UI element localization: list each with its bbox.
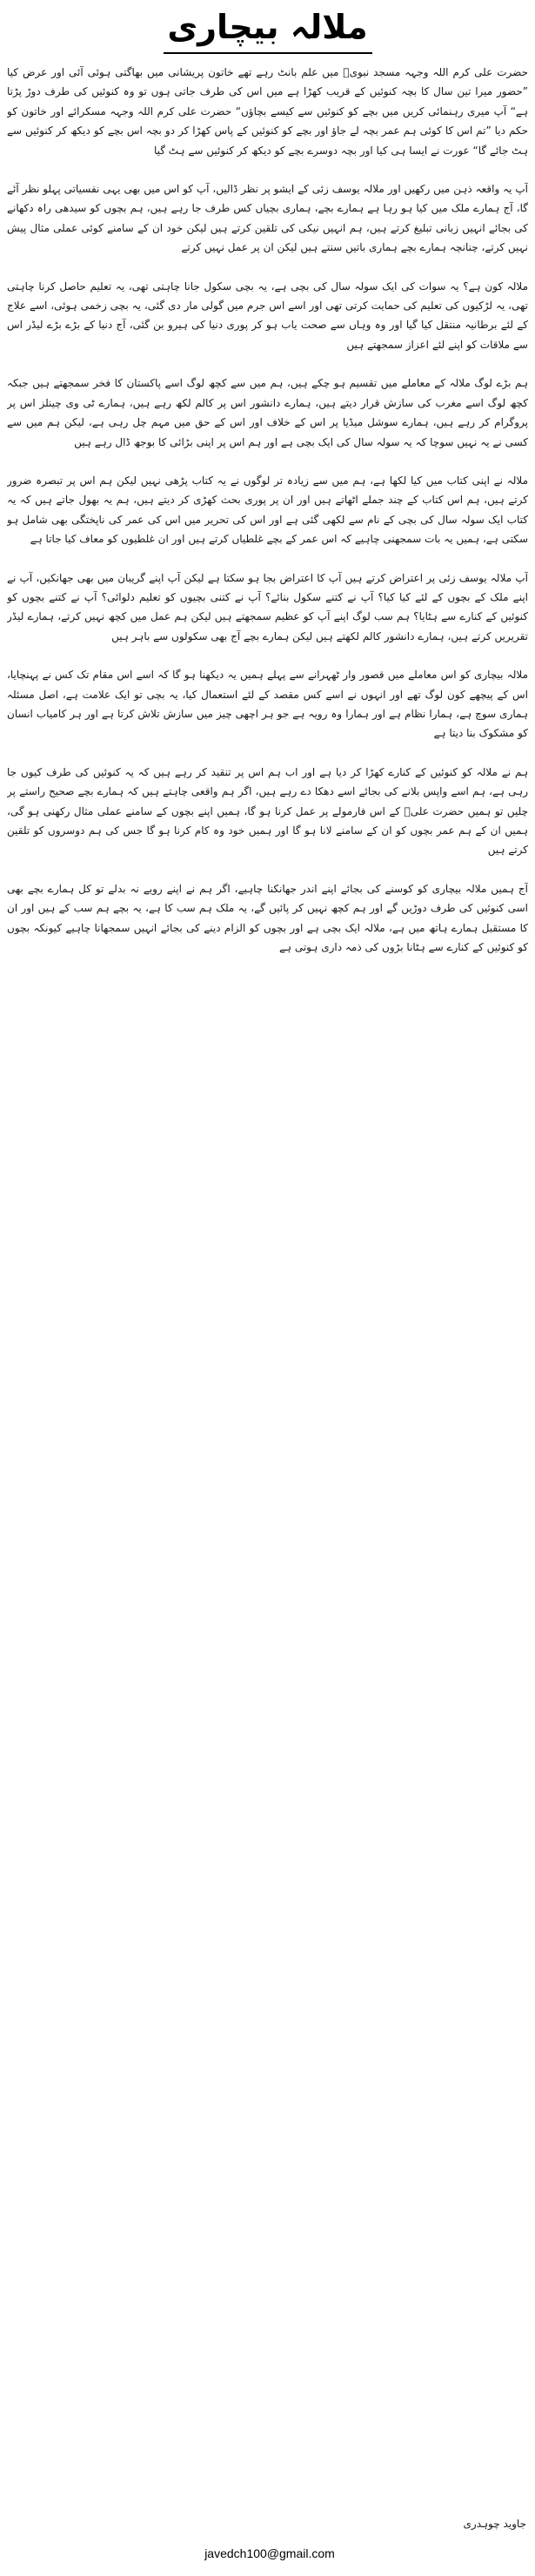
article-paragraph: آپ یہ واقعہ ذہن میں رکھیں اور ملالہ یوسف زئی کے ایشو پر نظر ڈالیں، آپ کو اس میں بھی یہی نفسیاتی پہلو نظر آئے گا، آج ہمارے ملک میں کیا ہو رہا ہے ہمارے بچے، ہماری بچیاں کس طرف جا رہے ہیں، ہم بچوں کو سیدھی راہ دکھانے کی بجائے انہیں زبانی تبلیغ کرتے ہیں، ہم انہیں نیکی کی تلقین کرتے ہیں لیکن خود ان کے سامنے کوئی عملی مثال پیش نہیں کرتے، چنانچہ ہمارے بچے ہماری باتیں سنتے ہیں لیکن ان پر عمل نہیں کرتے — [7, 183, 528, 254]
article-paragraph: ملالہ بیچاری کو اس معاملے میں قصور وار ٹھہرانے سے پہلے ہمیں یہ دیکھنا ہو گا کہ اسے اس مقام تک کس نے پہنچایا، اس کے پیچھے کون لوگ تھے اور انہوں نے اسے کس مقصد کے لئے استعمال کیا، یہ بچی تو ایک علامت ہے، اصل مسئلہ ہماری سوچ ہے، ہمارا نظام ہے اور ہمارا وہ رویہ ہے جو ہر اچھی چیز میں سازش تلاش کرتا ہے اور ہر کامیاب انسان کو مشکوک بنا دیتا ہے — [7, 669, 528, 740]
author-byline: جاوید چوہدری — [463, 2518, 526, 2530]
article-paragraph: ہم نے ملالہ کو کنوئیں کے کنارے کھڑا کر دیا ہے اور اب ہم اس پر تنقید کر رہے ہیں کہ یہ کنوئیں کی طرف کیوں جا رہی ہے، ہم اسے واپس بلانے کی بجائے اسے دھکا دے رہے ہیں، اگر ہم واقعی چاہتے ہیں کہ ہمارے بچے صحیح راستے پر چلیں تو ہمیں حضرت علیؓ کے اس فارمولے پر عمل کرنا ہو گا، ہمیں اپنے بچوں کے سامنے عملی مثال رکھنی ہو گی، ہمیں ان کے ہم عمر بچوں کو ان کے سامنے لانا ہو گا اور ہمیں خود وہ کام کرنا ہو گا جس کی ہم دوسروں کو تلقین کرتے ہیں — [7, 765, 528, 857]
headline-underline — [164, 52, 372, 54]
article-paragraph: ملالہ نے اپنی کتاب میں کیا لکھا ہے، ہم میں سے زیادہ تر لوگوں نے یہ کتاب پڑھی نہیں لیکن ہم اس پر تبصرہ ضرور کرتے ہیں، ہم اس کتاب کے چند جملے اٹھاتے ہیں اور ان پر پوری بحث کھڑی کر دیتے ہیں، ہم یہ بھول جاتے ہیں کہ یہ کتاب ایک سولہ سال کی بچی کے نام سے لکھی گئی ہے اور اس کی تحریر میں اس کی عمر کی ناپختگی بھی شامل ہو سکتی ہے، ہمیں یہ بات سمجھنی چاہیے کہ اس عمر کے بچے غلطیاں کرتے ہیں اور ان غلطیوں کو معاف کیا جاتا ہے — [7, 474, 528, 546]
article-paragraph: ملالہ کون ہے؟ یہ سوات کی ایک سولہ سال کی بچی ہے، یہ بچی سکول جانا چاہتی تھی، یہ تعلیم حاصل کرنا چاہتی تھی، یہ لڑکیوں کی تعلیم کی حمایت کرتی تھی اور اسے اس جرم میں گولی مار دی گئی، یہ بچی زخمی ہوئی، اسے علاج کے لئے برطانیہ منتقل کیا گیا اور وہ وہاں سے صحت یاب ہو کر پوری دنیا کی ہیرو بن گئی، آج دنیا کے بڑے بڑے لیڈر اس سے ملاقات کو اپنے لئے اعزاز سمجھتے ہیں — [7, 279, 528, 351]
article-body — [7, 63, 528, 2507]
article-paragraph: ہم بڑے لوگ ملالہ کے معاملے میں تقسیم ہو چکے ہیں، ہم میں سے کچھ لوگ اسے پاکستان کا فخر سمجھتے ہیں جبکہ کچھ لوگ اسے مغرب کی سازش قرار دیتے ہیں، ہمارے دانشور اس پر کالم لکھ رہے ہیں، ہمارے ٹی وی چینلز اس پر پروگرام کر رہے ہیں، ہمارے سوشل میڈیا پر اس کے خلاف اور اس کے حق میں مہم چل رہی ہے، لیکن ہم میں سے کسی نے یہ نہیں سوچا کہ یہ سولہ سال کی ایک بچی ہے اور ہم اس پر اپنی بڑائی کا بوجھ ڈال رہے ہیں — [7, 377, 528, 448]
article-headline: ملالہ بیچاری — [167, 8, 368, 46]
article-paragraph: حضرت علی کرم اللہ وجہہ مسجد نبویؐ میں علم بانٹ رہے تھے خاتون پریشانی میں بھاگتی ہوئی آئی اور عرض کیا ”حضور میرا تین سال کا بچہ کنوئیں کے قریب کھڑا ہے میں اس کی طرف جاتی ہوں تو وہ کنوئیں کی طرف دوڑ پڑتا ہے“ آپ میری رہنمائی کریں میں بچے کو کنوئیں سے کیسے بچاؤں“ حضرت علی کرم اللہ وجہہ مسکرائے اور خاتون کو حکم دیا ”تم اس کا کوئی ہم عمر بچہ لے جاؤ اور بچے کو کنوئیں کے پاس کھڑا کر دو بچہ اس بچے کو دیکھ کر کنوئیں سے ہٹ جائے گا“ عورت نے ایسا ہی کیا اور بچہ دوسرے بچے کو دیکھ کر کنوئیں سے ہٹ گیا — [7, 66, 528, 157]
article-paragraph: آج ہمیں ملالہ بیچاری کو کوسنے کی بجائے اپنے اندر جھانکنا چاہیے، اگر ہم نے اپنے رویے نہ بدلے تو کل ہمارے بچے بھی اسی کنوئیں کی طرف دوڑیں گے اور ہم کچھ نہیں کر پائیں گے، یہ ملک ہم سب کا ہے، یہ بچے ہم سب کے ہیں اور ان کا مستقبل ہمارے ہاتھ میں ہے، ملالہ ایک بچی ہے اور بچوں کو الزام دینے کی بجائے انہیں سمجھانا چاہیے کیونکہ بچوں کو کنوئیں کے کنارے سے ہٹانا بڑوں کی ذمہ داری ہوتی ہے — [7, 882, 528, 954]
author-email: javedch100@gmail.com — [204, 2546, 335, 2560]
article-paragraph: آپ ملالہ یوسف زئی پر اعتراض کرتے ہیں آپ کا اعتراض بجا ہو سکتا ہے لیکن آپ اپنے گریبان میں بھی جھانکیں، آپ نے اپنے ملک کے بچوں کے لئے کیا کیا؟ آپ نے کتنے سکول بنائے؟ آپ نے کتنی بچیوں کو تعلیم دلوائی؟ آپ نے کتنے بچوں کو کنوئیں کے کنارے سے ہٹایا؟ ہم سب لوگ اپنے آپ کو عظیم سمجھتے ہیں لیکن ہم عمل میں کچھ نہیں کرتے، ہمارے لیڈر تقریریں کرتے ہیں، ہمارے دانشور کالم لکھتے ہیں لیکن ہمارے بچے آج بھی سکولوں سے باہر ہیں — [7, 571, 528, 642]
